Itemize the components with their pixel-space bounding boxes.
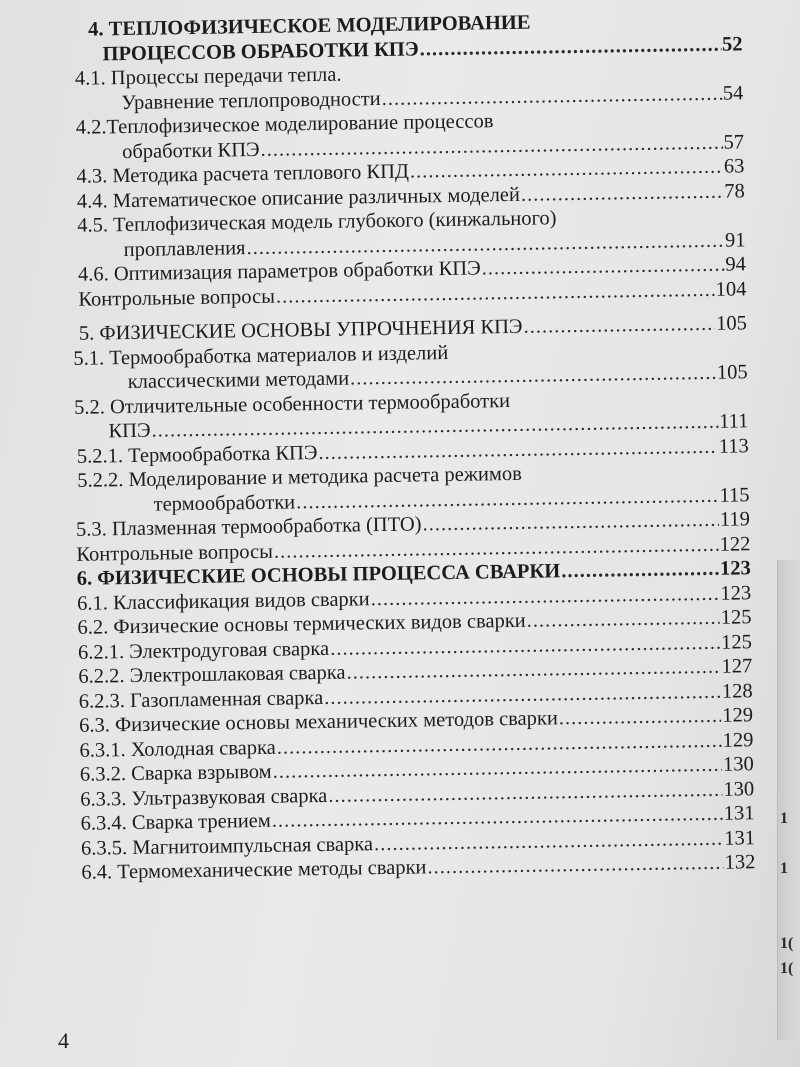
- edge-mark: 1: [780, 860, 788, 877]
- toc-entry: 5.1. Термообработка материалов и изделий: [73, 341, 449, 370]
- toc-page-number: 131: [723, 802, 755, 825]
- chapter-title: 4. ТЕПЛОФИЗИЧЕСКОЕ МОДЕЛИРОВАНИЕ: [88, 11, 531, 41]
- toc-page-number: 129: [722, 704, 754, 727]
- toc-entry-title: Контрольные вопросы: [78, 285, 276, 311]
- toc-page-number: 54: [722, 81, 744, 105]
- toc-entry-title: термообработки: [153, 490, 296, 516]
- toc-page-number: 91: [724, 228, 746, 252]
- toc-page-number: 57: [723, 130, 745, 154]
- toc-entry-title: 6.2. Физические основы термических видов сварки: [77, 609, 526, 639]
- toc-entry-title: КПЭ: [108, 419, 151, 443]
- toc-page-number: 125: [720, 630, 753, 654]
- toc-page-number: 132: [724, 851, 756, 874]
- table-of-contents: [62, 7, 756, 885]
- toc-entry-title: 6.1. Классификация видов сварки: [77, 587, 370, 615]
- toc-entry-title: 6.3.4. Сварка трением: [80, 809, 271, 835]
- toc-entry-title: 6. ФИЗИЧЕСКИЕ ОСНОВЫ ПРОЦЕССА СВАРКИ: [76, 560, 561, 590]
- toc-page-number: 131: [724, 826, 756, 850]
- toc-entry-title: 6.4. Термомеханические методы сварки: [81, 856, 427, 884]
- toc-entry-title: классическими методами: [127, 367, 350, 394]
- page-number: 4: [58, 1028, 69, 1053]
- toc-page-number: 129: [722, 728, 754, 752]
- toc-page-number: 123: [720, 581, 752, 605]
- toc-page-number: 105: [716, 361, 748, 384]
- toc-page-number: 111: [719, 410, 749, 433]
- toc-page-number: 128: [721, 679, 753, 703]
- toc-entry-title: 4.3. Методика расчета теплового КПД: [76, 160, 410, 188]
- toc-entry-title: Уравнение теплопроводности: [121, 87, 381, 114]
- toc-entry: 5.2. Отличительные особенности термообработки: [73, 389, 511, 419]
- toc-entry-title: 6.3. Физические основы механических методов сварки: [78, 707, 559, 737]
- toc-entry: 5.2.2. Моделирование и методика расчета режимов: [77, 462, 522, 492]
- edge-mark: 1(: [780, 960, 794, 977]
- toc-entry-title: 5.3. Плазменная термообработка (ПТО): [75, 513, 422, 541]
- toc-page-number: 130: [722, 753, 754, 776]
- toc-entry-title: 5.2.1. Термообработка КПЭ: [76, 441, 318, 468]
- toc-entry: 4.2.Теплофизическое моделирование процессов: [75, 110, 494, 139]
- toc-entry-title: 6.2.1. Электродуговая сварка: [77, 637, 330, 664]
- toc-entry: 4.1. Процессы передачи тепла.: [74, 63, 342, 90]
- toc-page-number: 78: [724, 179, 745, 203]
- toc-entry-title: обработки КПЭ: [121, 138, 260, 163]
- toc-entry-title: 5. ФИЗИЧЕСКИЕ ОСНОВЫ УПРОЧНЕНИЯ КПЭ: [78, 315, 523, 345]
- toc-entry-title: 6.3.5. Магнитоимпульсная сварка: [80, 832, 374, 860]
- edge-mark: 1(: [780, 935, 794, 952]
- toc-entry-title: 6.2.2. Электрошлаковая сварка: [78, 661, 346, 688]
- toc-page-number: 63: [723, 155, 745, 178]
- toc-entry-title: 6.3.1. Холодная сварка: [79, 736, 276, 762]
- toc-entry-title: Контрольные вопросы: [76, 540, 274, 566]
- next-page-edge: [777, 560, 800, 1040]
- edge-mark: 1: [780, 810, 788, 827]
- toc-page-number: 130: [723, 777, 755, 801]
- toc-page-number: 94: [725, 253, 747, 276]
- toc-entry: 4.5. Теплофизическая модель глубокого (кинжального): [77, 207, 557, 237]
- toc-entry-title: 6.3.3. Ультразвуковая сварка: [80, 784, 328, 811]
- toc-entry-title: ПРОЦЕССОВ ОБРАБОТКИ КПЭ: [102, 37, 419, 65]
- toc-entry-title: 4.4. Математическое описание различных моделей: [76, 183, 521, 213]
- toc-page-number: 123: [719, 557, 751, 580]
- toc-entry-title: 6.2.3. Газопламенная сварка: [78, 686, 324, 713]
- toc-entry-title: 6.3.2. Сварка взрывом: [79, 760, 272, 786]
- toc-page-number: 52: [721, 32, 743, 56]
- toc-entry-title: проплавления: [123, 236, 246, 261]
- toc-page-number: 125: [720, 606, 752, 629]
- toc-page-number: 104: [715, 277, 747, 301]
- toc-page-number: 127: [721, 655, 753, 678]
- toc-page-number: 113: [718, 434, 749, 458]
- toc-page-number: 105: [715, 312, 748, 335]
- toc-page-number: 119: [719, 508, 751, 531]
- toc-page-number: 115: [719, 483, 750, 507]
- toc-entry-title: 4.6. Оптимизация параметров обработки КПЭ: [77, 257, 481, 286]
- toc-page-number: 122: [719, 532, 751, 556]
